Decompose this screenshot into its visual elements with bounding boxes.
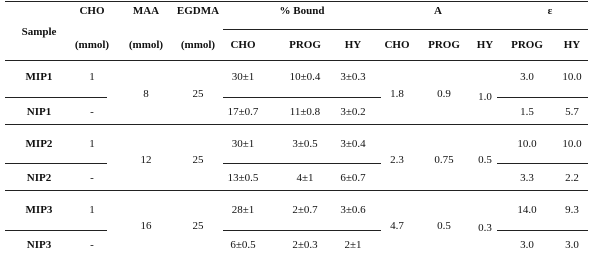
group-a-hy: 0.3 <box>478 222 492 234</box>
group3-mid-rule-eps <box>497 230 588 231</box>
header-subrule-a <box>381 29 497 30</box>
header-cho: CHO <box>79 5 105 17</box>
row-bound-prog: 4±1 <box>296 172 314 184</box>
row-bound-cho: 28±1 <box>231 204 255 216</box>
row-bound-prog: 2±0.7 <box>292 204 318 216</box>
row-cho: - <box>90 239 94 251</box>
subheader-bound-cho: CHO <box>230 39 256 51</box>
row-cho: 1 <box>89 204 95 216</box>
group-a-cho: 1.8 <box>390 88 404 100</box>
group-a-hy: 1.0 <box>478 91 492 103</box>
row-sample: MIP3 <box>25 204 53 216</box>
row-eps-hy: 5.7 <box>565 106 579 118</box>
group3-mid-rule-bound <box>223 230 381 231</box>
row-bound-cho: 13±0.5 <box>227 172 259 184</box>
row-bound-hy: 3±0.3 <box>340 71 366 83</box>
group-a-prog: 0.5 <box>437 220 451 232</box>
header-bottom-rule <box>5 60 588 61</box>
subheader-a-cho: CHO <box>384 39 410 51</box>
row-bound-hy: 3±0.2 <box>340 106 366 118</box>
subheader-bound-hy: HY <box>344 39 362 51</box>
row-sample: NIP1 <box>26 106 52 118</box>
header-egdma-unit: (mmol) <box>180 39 216 51</box>
header-subrule-bound <box>223 29 381 30</box>
group-a-cho: 2.3 <box>390 154 404 166</box>
group-a-cho: 4.7 <box>390 220 404 232</box>
subheader-eps-hy: HY <box>563 39 581 51</box>
top-rule <box>5 1 588 2</box>
header-cho-unit: (mmol) <box>74 39 110 51</box>
row-bound-cho: 6±0.5 <box>230 239 256 251</box>
row-bound-cho: 30±1 <box>231 71 255 83</box>
group-maa: 8 <box>143 88 149 100</box>
row-bound-hy: 2±1 <box>344 239 362 251</box>
subheader-a-hy: HY <box>476 39 494 51</box>
header-eps: ε <box>547 5 553 17</box>
row-bound-hy: 6±0.7 <box>340 172 366 184</box>
header-a: A <box>434 5 442 17</box>
row-cho: 1 <box>89 138 95 150</box>
group2-mid-rule-bound <box>223 163 381 164</box>
row-eps-prog: 3.0 <box>520 71 534 83</box>
group1-mid-rule-eps <box>497 97 588 98</box>
row-eps-hy: 3.0 <box>565 239 579 251</box>
row-bound-prog: 11±0.8 <box>289 106 321 118</box>
subheader-bound-prog: PROG <box>289 39 321 51</box>
row-bound-prog: 10±0.4 <box>289 71 321 83</box>
row-sample: MIP1 <box>25 71 53 83</box>
row-sample: NIP3 <box>26 239 52 251</box>
row-eps-hy: 10.0 <box>562 71 582 83</box>
group1-mid-rule-bound <box>223 97 381 98</box>
row-bound-cho: 17±0.7 <box>227 106 259 118</box>
row-eps-prog: 3.0 <box>520 239 534 251</box>
group1-bottom-rule <box>5 124 588 125</box>
header-maa: MAA <box>132 5 160 17</box>
group3-mid-rule-sample <box>5 230 107 231</box>
group2-mid-rule-sample <box>5 163 107 164</box>
row-sample: MIP2 <box>25 138 53 150</box>
group-a-hy: 0.5 <box>478 154 492 166</box>
group-egdma: 25 <box>192 88 204 100</box>
header-sample: Sample <box>21 26 57 38</box>
row-eps-hy: 10.0 <box>562 138 582 150</box>
row-eps-hy: 9.3 <box>565 204 579 216</box>
row-cho: - <box>90 172 94 184</box>
header-maa-unit: (mmol) <box>128 39 164 51</box>
row-bound-cho: 30±1 <box>231 138 255 150</box>
group-maa: 12 <box>140 154 152 166</box>
group-maa: 16 <box>140 220 152 232</box>
row-cho: - <box>90 106 94 118</box>
group-a-prog: 0.75 <box>434 154 454 166</box>
subheader-a-prog: PROG <box>428 39 460 51</box>
row-bound-prog: 3±0.5 <box>292 138 318 150</box>
row-bound-hy: 3±0.6 <box>340 204 366 216</box>
group2-bottom-rule <box>5 190 588 191</box>
row-eps-prog: 10.0 <box>517 138 537 150</box>
group1-mid-rule-sample <box>5 97 107 98</box>
header-egdma: EGDMA <box>176 5 220 17</box>
row-sample: NIP2 <box>26 172 52 184</box>
row-eps-prog: 14.0 <box>517 204 537 216</box>
subheader-eps-prog: PROG <box>511 39 543 51</box>
group-egdma: 25 <box>192 154 204 166</box>
group-egdma: 25 <box>192 220 204 232</box>
row-eps-hy: 2.2 <box>565 172 579 184</box>
row-cho: 1 <box>89 71 95 83</box>
row-bound-prog: 2±0.3 <box>292 239 318 251</box>
group-a-prog: 0.9 <box>437 88 451 100</box>
header-bound: % Bound <box>279 5 325 17</box>
row-eps-prog: 1.5 <box>520 106 534 118</box>
header-subrule-eps <box>497 29 588 30</box>
group2-mid-rule-eps <box>497 163 588 164</box>
row-bound-hy: 3±0.4 <box>340 138 366 150</box>
row-eps-prog: 3.3 <box>520 172 534 184</box>
